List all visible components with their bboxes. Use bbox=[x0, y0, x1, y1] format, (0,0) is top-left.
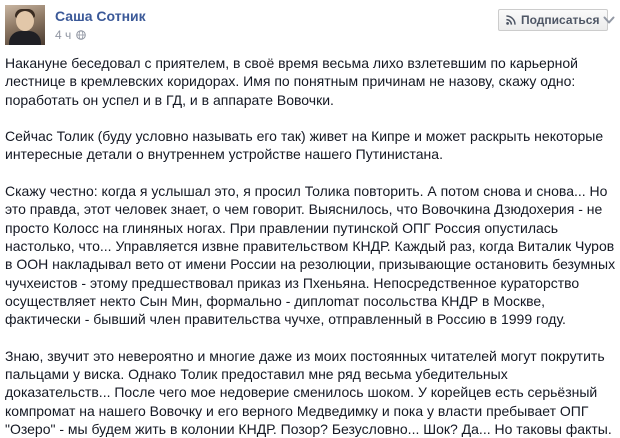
post-header bbox=[5, 5, 615, 45]
post-meta bbox=[55, 28, 86, 42]
subscribe-button[interactable] bbox=[498, 9, 608, 31]
author-name-link[interactable]: Саша Сотник bbox=[55, 8, 146, 24]
post-paragraph: Накануне беседовал с приятелем, в своё время весьма лихо взлетевшим по карьерной лестнице в кремлевских коридорах. Имя по понятным причинам не назову, скажу одно: поработать он успел и в ГД, и в аппарате Вовочки. bbox=[5, 55, 578, 108]
post-timestamp[interactable]: 4 ч bbox=[55, 28, 72, 42]
rss-icon bbox=[506, 15, 516, 25]
globe-icon[interactable] bbox=[76, 30, 86, 40]
author-avatar[interactable] bbox=[5, 5, 45, 45]
post-paragraph: Сейчас Толик (буду условно называть его так) живет на Кипре и может раскрыть некоторые интересные детали о внутреннем устройстве нашего Путинистана. bbox=[5, 128, 604, 163]
post-paragraph: Скажу честно: когда я услышал это, я просил Толика повторить. А потом снова и снова... Но это правда, этот человек знает, о чем говорит. Выяснилось, что Вовочкина Дзюдохерия - не просто Колосс на глиняных ногах. При правлении путинской ОПГ Россия опустилась настолько, что... Управляется извне правительством КНДР. Каждый раз, когда Виталик Чуров в ООН накладывал вето от имени России на резолюции, призывающие остановить безумных чучхеистов - этому предшествовал приказ из Пхеньяна. Непосредственное кураторство осуществляет некто Сын Мин, формально - диплomат посольства КНДР в Москве, фактически - бывший член правительства чучхе, отправленный в Россию в 1999 году. bbox=[5, 183, 616, 328]
post-paragraph: Знаю, звучит это невероятно и многие даже из моих постоянных читателей могут покрутить пальцами у виска. Однако Толик предоставил мне ряд весьма убедительных доказательств... После чего мое недоверие сменилось шоком. У корейцев есть серьёзный компромат на нашего Вовочку и его верного Медведимку и пока у власти пребывает ОПГ "Озеро" - мы будем жить в колонии КНДР. Позор? Безусловно... Шок? Да... Но таковы факты. bbox=[5, 347, 612, 437]
avatar-face bbox=[16, 11, 34, 31]
post-body bbox=[5, 54, 617, 438]
avatar-body bbox=[9, 31, 41, 45]
chevron-down-icon[interactable] bbox=[603, 15, 615, 25]
subscribe-label: Подписаться bbox=[521, 13, 600, 27]
